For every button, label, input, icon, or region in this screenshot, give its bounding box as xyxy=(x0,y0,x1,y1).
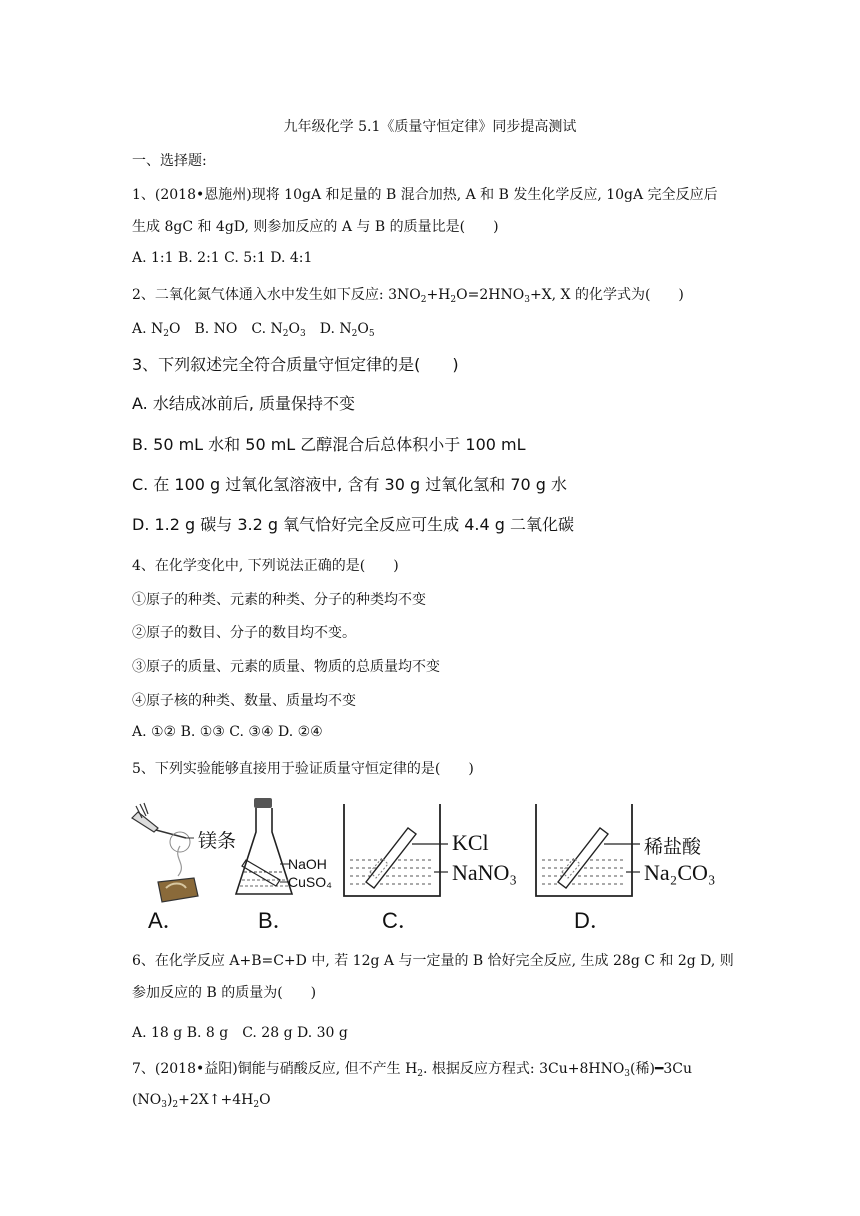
q4-item-1: ①原子的种类、元素的种类、分子的种类均不变 xyxy=(132,592,426,608)
q6-line1: 6、在化学反应 A+B=C+D 中, 若 12g A 与一定量的 B 恰好完全反应, 生成 28g C 和 2g D, 则 xyxy=(132,953,734,969)
q1-options: A. 1:1 B. 2:1 C. 5:1 D. 4:1 xyxy=(132,250,313,266)
q3-option-b: B. 50 mL 水和 50 mL 乙醇混合后总体积小于 100 mL xyxy=(132,435,526,454)
beaker-c-illustration xyxy=(338,802,448,902)
q7-line2: $(NO_3)_2+2X↑+4H_2O$ xyxy=(132,1092,271,1110)
na2co3-label: Na₂CO₃ xyxy=(644,860,716,885)
q5-stem: 5、下列实验能够直接用于验证质量守恒定律的是( ) xyxy=(132,761,474,777)
figure-d-label: D． xyxy=(574,908,612,933)
q4-item-3: ③原子的质量、元素的质量、物质的总质量均不变 xyxy=(132,659,440,675)
q6-line2: 参加反应的 B 的质量为( ) xyxy=(132,985,317,1001)
page-title: 九年级化学 5.1《质量守恒定律》同步提高测试 xyxy=(283,119,577,135)
q3-stem: 3、下列叙述完全符合质量守恒定律的是( ) xyxy=(132,355,459,374)
q6-options: A. 18 g B. 8 g C. 28 g D. 30 g xyxy=(132,1025,348,1041)
figure-d xyxy=(530,798,738,938)
q3-option-a: A. 水结成冰前后, 质量保持不变 xyxy=(132,394,356,413)
beaker-d-illustration xyxy=(530,802,640,902)
magnesium-label: 镁条 xyxy=(198,830,237,852)
q7-line1: 7、(2018•益阳)铜能与硝酸反应, 但不产生 $H_2$. 根据反应方程式: $3Cu+8HNO_3$(稀)━3Cu xyxy=(132,1061,693,1079)
q4-item-4: ④原子核的种类、数量、质量均不变 xyxy=(132,693,356,709)
kcl-label: KCl xyxy=(452,830,489,855)
cuso4-label: CuSO₄ xyxy=(288,874,332,890)
figure-c-label: C． xyxy=(382,908,420,933)
q3-option-d: D. 1.2 g 碳与 3.2 g 氧气恰好完全反应可生成 4.4 g 二氧化碳 xyxy=(132,515,574,534)
figure-c xyxy=(338,798,538,938)
q4-stem: 4、在化学变化中, 下列说法正确的是( ) xyxy=(132,558,399,574)
q1-line2: 生成 8gC 和 4gD, 则参加反应的 A 与 B 的质量比是( ) xyxy=(132,219,499,235)
q1-line1: 1、(2018•恩施州)现将 10gA 和足量的 B 混合加热, A 和 B 发生化学反应, 10gA 完全反应后 xyxy=(132,187,718,203)
q2-stem: 2、二氧化氮气体通入水中发生如下反应: $3NO_2+H_2O=2HNO_3+X$, X 的化学式为( ) xyxy=(132,287,684,305)
section-heading: 一、选择题: xyxy=(132,153,207,169)
figure-b-label: B． xyxy=(258,908,295,933)
dilute-hcl-label: 稀盐酸 xyxy=(644,836,702,858)
magnesium-burning-illustration xyxy=(128,798,238,908)
q2-options: A. $N_2O$ B. NO C. $N_2O_3$ D. $N_2O_5$ xyxy=(132,321,375,339)
q3-option-c: C. 在 100 g 过氧化氢溶液中, 含有 30 g 过氧化氢和 70 g 水 xyxy=(132,475,568,494)
q4-options: A. ①② B. ①③ C. ③④ D. ②④ xyxy=(132,724,323,740)
experiment-figures xyxy=(128,798,738,938)
figure-a xyxy=(128,798,238,938)
figure-a-label: A． xyxy=(148,908,185,933)
naoh-label: NaOH xyxy=(288,856,327,872)
nano3-label: NaNO₃ xyxy=(452,860,518,885)
q4-item-2: ②原子的数目、分子的数目均不变。 xyxy=(132,625,356,641)
